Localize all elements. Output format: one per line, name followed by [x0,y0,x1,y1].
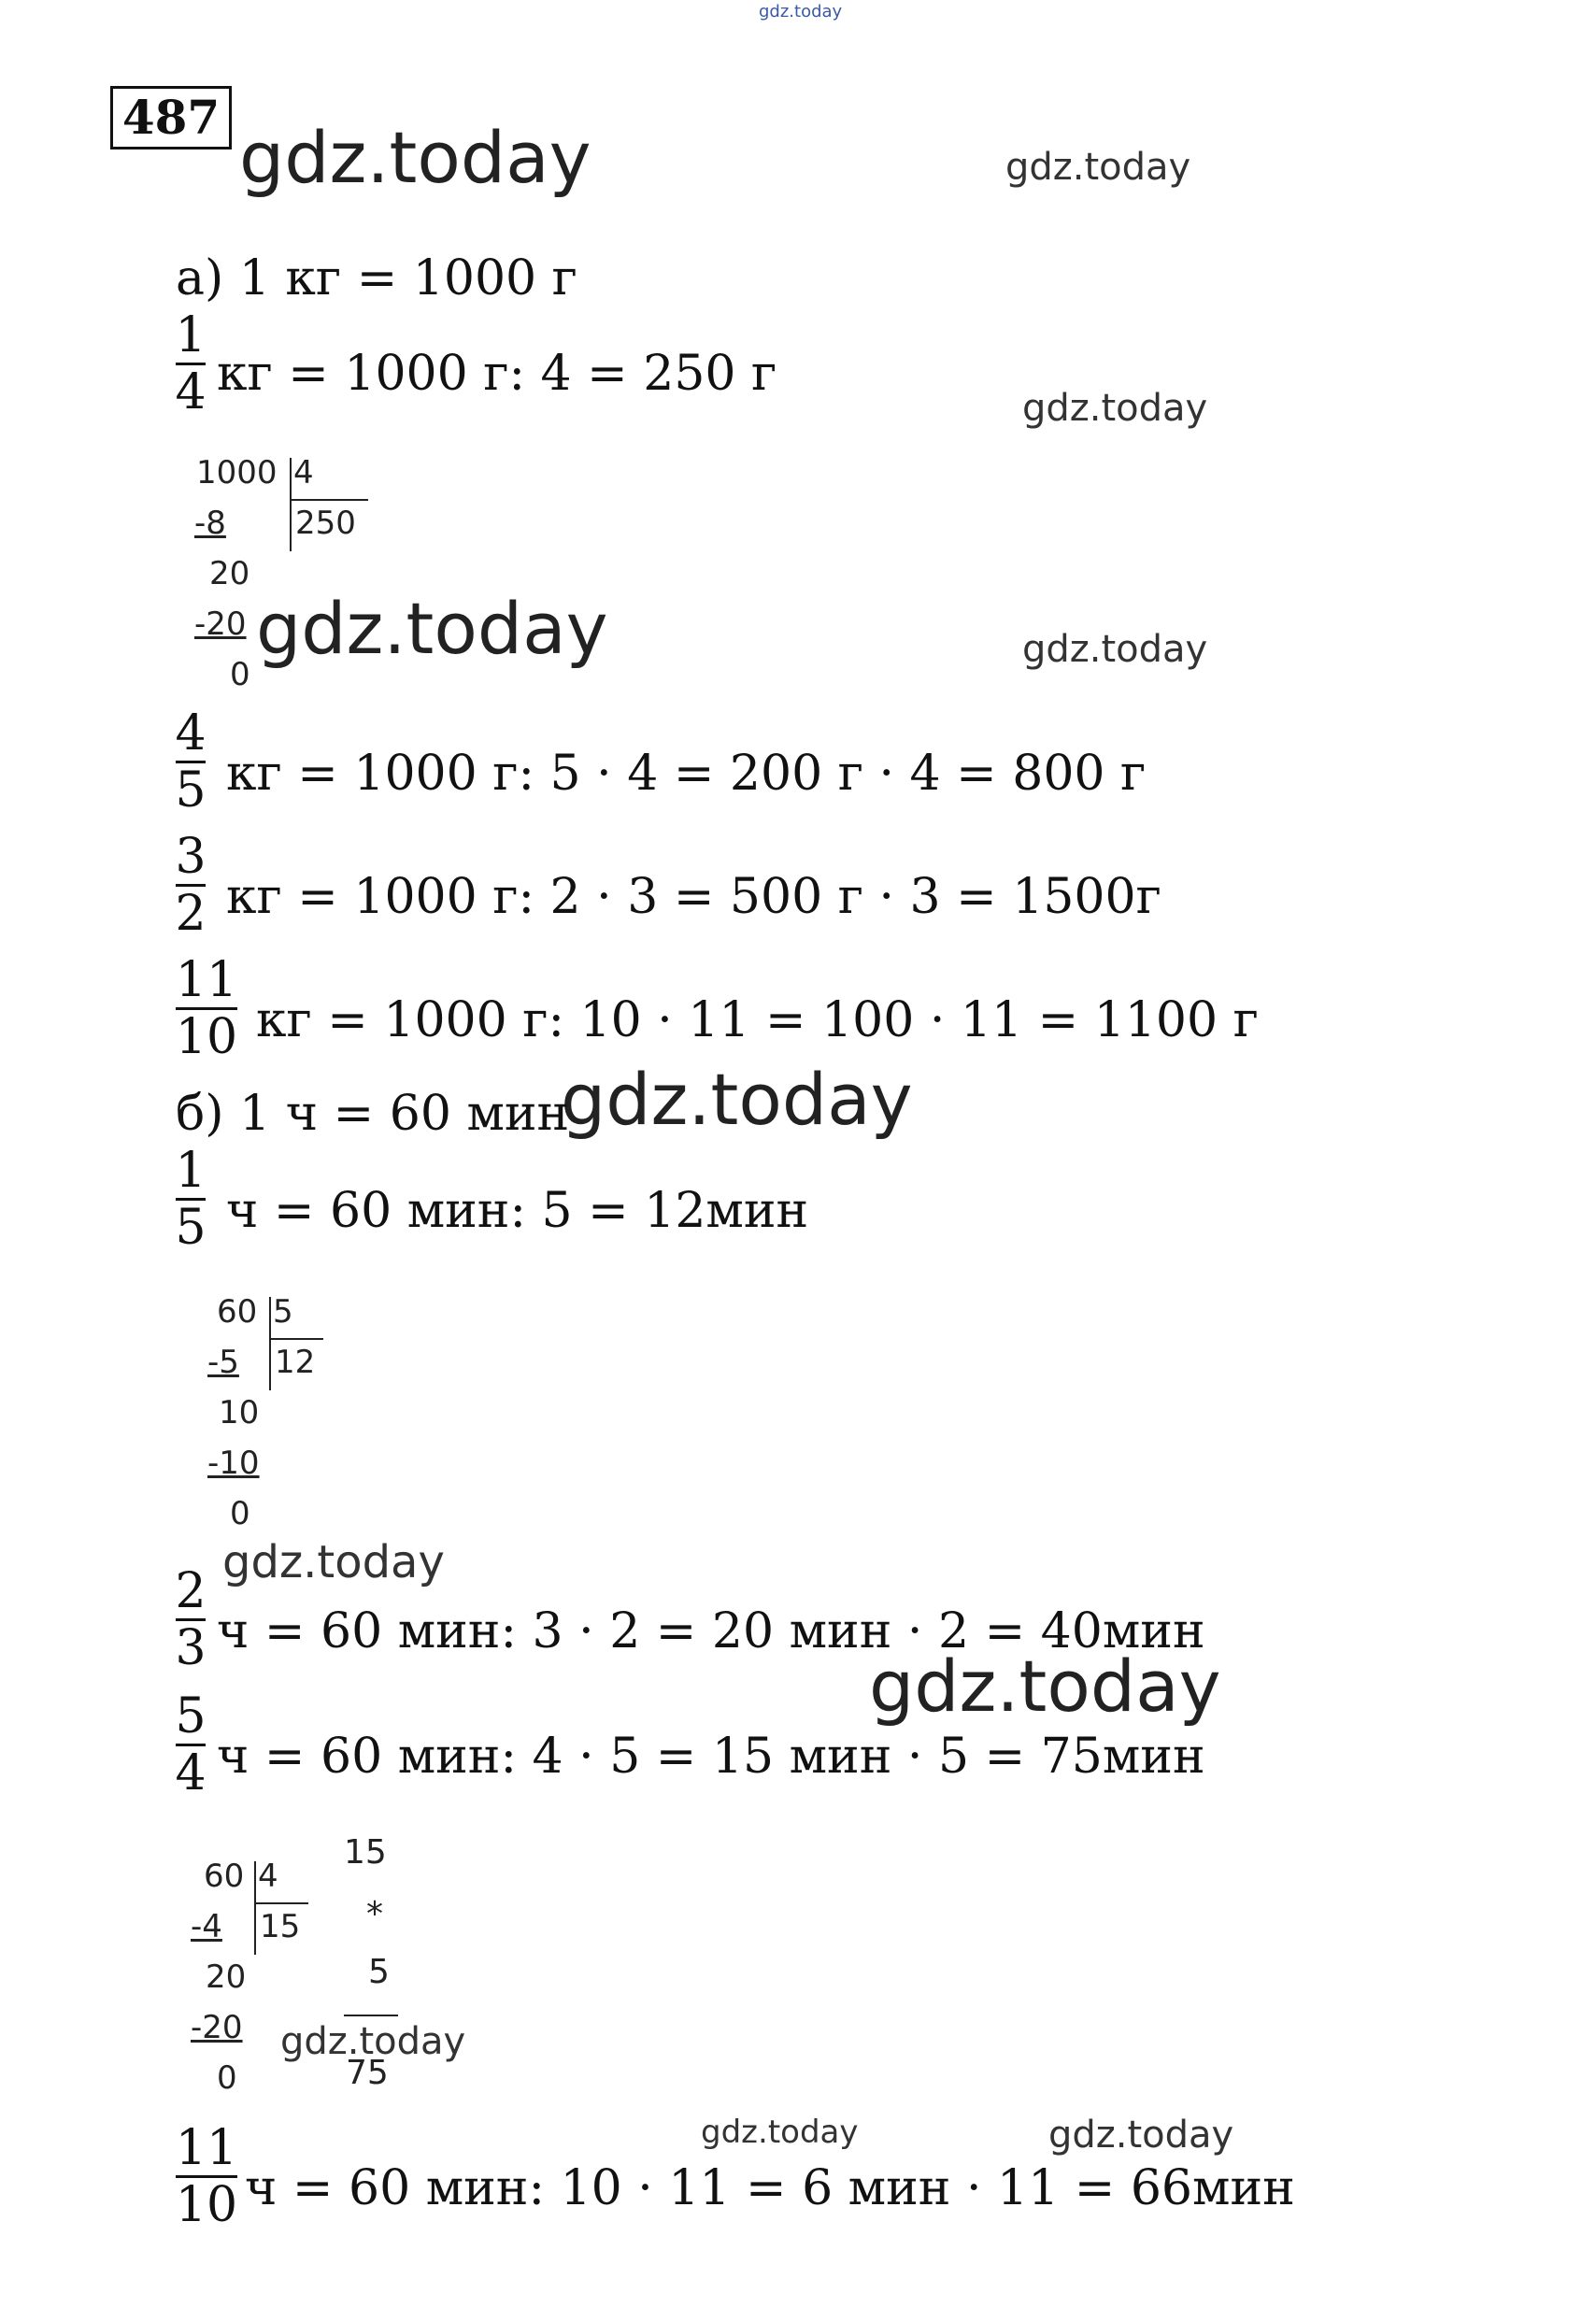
equation-line: кг = 1000 г: 10 · 11 = 100 · 11 = 1100 г [256,992,1259,1048]
problem-number: 487 [110,86,232,150]
fraction [174,830,207,941]
operator: * [366,1895,383,1933]
division-vbar [254,1861,256,1955]
watermark: gdz.today [561,1058,913,1141]
denominator: 10 [175,1009,238,1065]
subtrahend: -10 [207,1445,260,1482]
equation-line: ч = 60 мин: 3 · 2 = 20 мин · 2 = 40мин [217,1603,1205,1659]
subtrahend: -20 [194,605,247,643]
denominator: 5 [175,1200,207,1256]
factor: 5 [368,1953,390,1991]
fraction [174,953,239,1064]
remainder: 0 [230,656,250,693]
equation-line: ч = 60 мин: 10 · 11 = 6 мин · 11 = 66мин [245,2160,1295,2216]
watermark: gdz.today [869,1645,1221,1728]
column-multiplication [344,1833,419,2104]
long-division [191,1858,340,2100]
fraction [174,308,207,420]
subtrahend: -20 [191,2009,243,2046]
fraction [174,2121,239,2232]
quotient: 250 [295,505,356,542]
equation-line: ч = 60 мин: 5 = 12мин [226,1183,809,1239]
equation-line: кг = 1000 г: 4 = 250 г [217,346,777,402]
product: 75 [346,2054,389,2092]
numerator: 4 [175,705,207,762]
division-hbar [254,1902,308,1904]
watermark: gdz.today [1048,2114,1234,2157]
fraction [174,706,207,818]
numerator: 3 [175,829,207,885]
remainder: 0 [230,1495,250,1532]
mult-hbar [344,2015,398,2016]
subtrahend: -5 [207,1344,239,1381]
remainder: 0 [217,2059,237,2097]
denominator: 5 [175,762,207,819]
subtrahend: -4 [191,1908,222,1945]
denominator: 3 [175,1620,207,1676]
long-division [207,1293,357,1536]
equation-line: кг = 1000 г: 2 · 3 = 500 г · 3 = 1500г [226,869,1161,925]
watermark: gdz.today [1022,387,1208,430]
watermark-top: gdz.today [759,2,843,21]
remainder: 20 [209,555,250,592]
fraction [174,1144,207,1255]
denominator: 4 [175,364,207,420]
watermark: gdz.today [280,2020,466,2063]
numerator: 2 [175,1563,207,1619]
denominator: 2 [175,886,207,942]
numerator: 1 [175,1143,207,1199]
fraction [174,1689,207,1801]
watermark: gdz.today [239,116,591,199]
part-a-header: а) 1 кг = 1000 г [176,250,577,306]
part-b-header: б) 1 ч = 60 мин [176,1086,570,1142]
numerator: 1 [175,307,207,363]
dividend: 1000 [196,454,278,491]
division-vbar [269,1297,271,1390]
divisor: 4 [258,1858,278,1895]
divisor: 4 [293,454,314,491]
numerator: 5 [175,1688,207,1744]
denominator: 4 [175,1745,207,1801]
divisor: 5 [273,1293,293,1331]
watermark: gdz.today [256,587,608,670]
remainder: 10 [219,1394,260,1431]
watermark: gdz.today [701,2114,859,2151]
dividend: 60 [217,1293,258,1331]
long-division [192,454,379,697]
equation-line: ч = 60 мин: 4 · 5 = 15 мин · 5 = 75мин [217,1729,1205,1785]
equation-line: кг = 1000 г: 5 · 4 = 200 г · 4 = 800 г [226,746,1147,802]
division-vbar [290,458,292,551]
numerator: 11 [175,952,238,1008]
denominator: 10 [175,2177,238,2233]
division-hbar [269,1338,323,1340]
numerator: 11 [175,2120,238,2176]
fraction [174,1564,207,1675]
watermark: gdz.today [1005,146,1191,189]
quotient: 12 [275,1344,316,1381]
division-hbar [290,499,368,501]
dividend: 60 [204,1858,245,1895]
factor: 15 [344,1833,387,1872]
subtrahend: -8 [194,505,226,542]
watermark: gdz.today [222,1536,445,1588]
quotient: 15 [260,1908,301,1945]
remainder: 20 [206,1958,247,1996]
watermark: gdz.today [1022,628,1208,671]
